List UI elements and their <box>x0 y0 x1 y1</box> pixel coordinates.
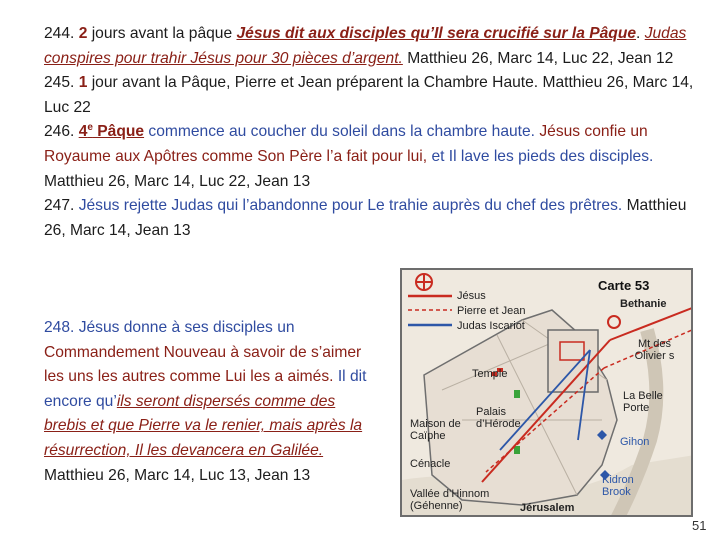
paragraph-245 <box>44 71 694 120</box>
day-count: 1 <box>78 74 88 92</box>
label-temple: Temple <box>472 368 508 380</box>
ordinal-number: 4 <box>78 123 88 141</box>
text-span: commence au coucher du soleil dans la chambre haute. <box>144 123 540 141</box>
paragraph-246 <box>44 120 694 194</box>
text-span: Il dit encore qu’ <box>44 368 367 410</box>
reference-span: Matthieu 26, Marc 14, Jean 13 <box>44 197 687 239</box>
highlight-span: ils seront dispersés <box>116 392 251 410</box>
item-number: 244. <box>44 25 79 42</box>
label-jerusalem: Jérusalem <box>520 502 575 514</box>
day-count: 2 <box>78 25 88 42</box>
reference-span: Matthieu 26, Marc 14, Luc 22, Jean 13 <box>44 172 311 190</box>
item-number: 246. <box>44 123 79 141</box>
label-gihon: Gihon <box>620 436 650 448</box>
label-vallee-hinnom: Vallée d’Hinnom (Géhenne) <box>410 488 490 512</box>
highlight-span: Jésus confie un Royaume aux Apôtres comme Son Père l’a fait pour lui, <box>44 123 648 165</box>
text-span: Jésus rejette Judas qui l’abandonne pour Le trahie auprès du chef des prêtres. <box>78 197 623 215</box>
paragraph-244 <box>44 22 694 71</box>
highlight-span: Jésus dit aux disciples qu’Il sera crucifié sur la Pâque <box>236 25 637 42</box>
label-cenacle: Cénacle <box>410 458 451 470</box>
paragraph-247 <box>44 194 694 243</box>
text-span: et Il lave les pieds des disciples. <box>427 147 654 165</box>
ordinal-suffix: e <box>87 122 93 134</box>
label-palais-herode: Palais d’Hérode <box>476 406 521 430</box>
label-maison-caiphe: Maison de Caïphe <box>410 418 461 442</box>
highlight-span: Commandement Nouveau à savoir de s’aimer les uns les autres comme Lui les a aimés. <box>44 343 362 386</box>
reference-span: Matthieu 26, Marc 14, Luc 22, Jean 12 <box>402 49 674 67</box>
item-number: 248. <box>44 319 79 336</box>
item-number: 245. <box>44 74 79 92</box>
page-number: 51 <box>692 518 707 533</box>
text-span: . <box>636 25 645 42</box>
map-title: Carte 53 <box>598 278 650 293</box>
map-carte-53 <box>400 268 693 517</box>
label-belle-porte: La Belle Porte <box>623 390 663 414</box>
passover-ordinal <box>79 123 144 140</box>
legend-jesus: Jésus <box>457 290 486 302</box>
label-kidron-brook: Kidron Brook <box>602 474 634 498</box>
legend-pierre-jean: Pierre et Jean <box>457 305 526 317</box>
reference-span: Matthieu 26, Marc 14, Luc 13, Jean 13 <box>44 466 311 484</box>
label-mt-oliviers: Mt des Olivier s <box>634 338 675 362</box>
highlight-span: comme des brebis et que Pierre va le renier, mais après la résurrection, Il les devancera en Galilée. <box>44 392 363 459</box>
paragraph-248 <box>44 316 374 488</box>
passover-word: Pâque <box>92 123 145 141</box>
label-bethanie: Bethanie <box>620 298 667 310</box>
main-text <box>44 22 694 243</box>
item-number: 247. <box>44 197 79 215</box>
text-span: jours avant la pâque <box>87 25 237 42</box>
legend-judas: Judas Iscariot <box>457 320 525 332</box>
text-span: jour avant la Pâque, Pierre et Jean préparent la Chambre Haute. Matthieu 26, Marc 14, Luc 22 <box>44 74 694 116</box>
text-span: Jésus donne à ses disciples un <box>78 319 295 336</box>
highlight-span: Judas conspires pour trahir Jésus pour 30 pièces d’argent. <box>44 25 687 67</box>
